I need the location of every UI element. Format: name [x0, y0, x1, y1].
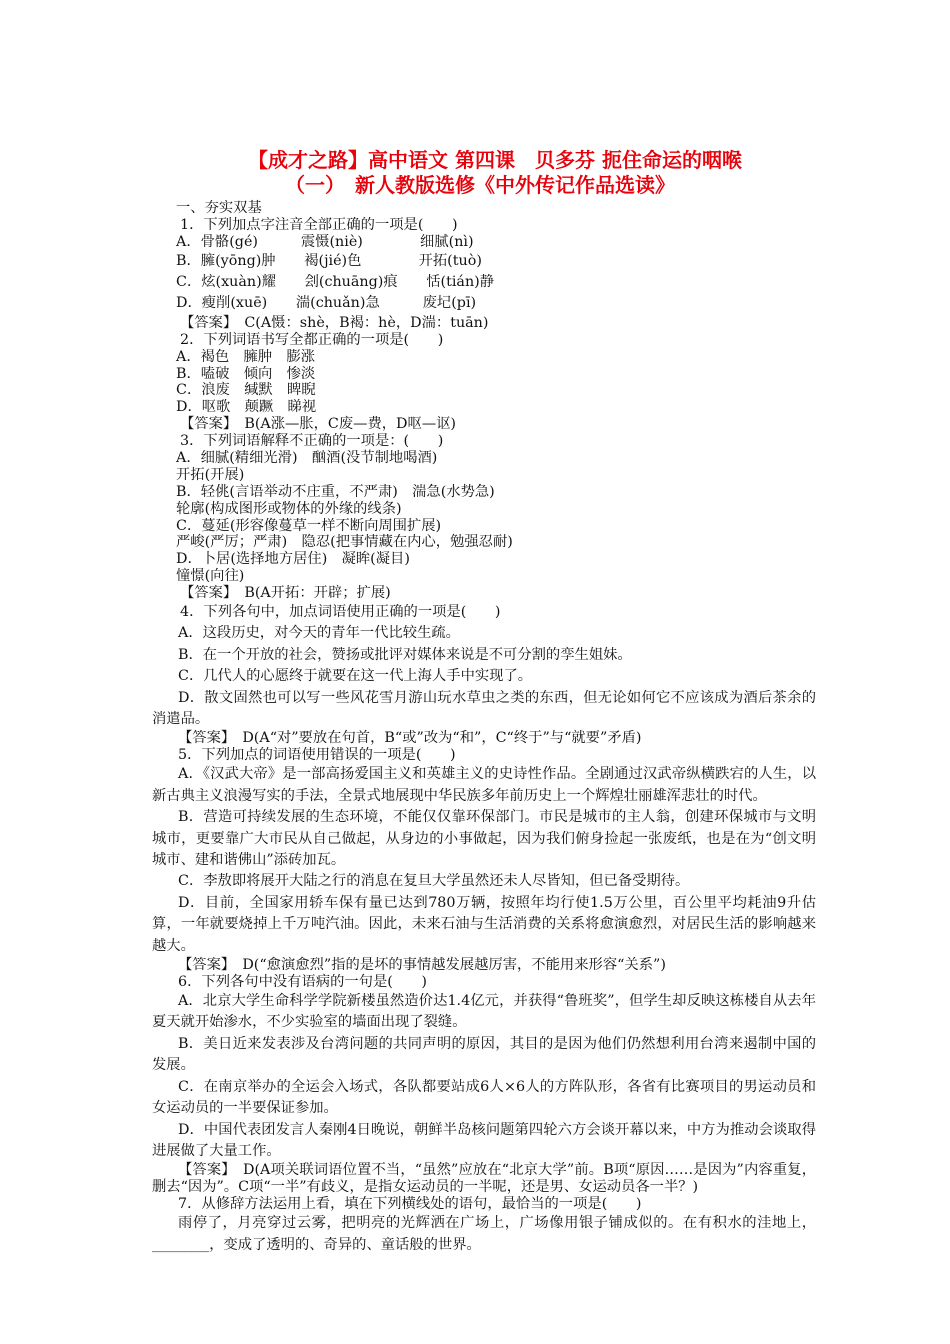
- text-line: A．骨骼(gé) 震慑(niè) 细腻(nì): [176, 233, 474, 250]
- text-line: A．褐色 臃肿 膨涨: [176, 348, 315, 365]
- text-paragraph: 雨停了，月亮穿过云雾，把明亮的光辉洒在广场上，广场像用银子铺成似的。在有积水的洼地上，________，变成了透明的、奇异的、童话般的世界。: [152, 1215, 816, 1253]
- text-paragraph: A．《汉武大帝》是一部高扬爱国主义和英雄主义的史诗性作品。全剧通过汉武帝纵横跌宕的人生，以新古典主义浪漫写实的手法，全景式地展现中华民族多年前历史上一个辉煌壮丽雄浑悲壮的时代。: [152, 766, 816, 804]
- text-line: C．浪废 缄默 睥睨: [176, 382, 316, 399]
- text-line: 开拓(开展): [176, 466, 245, 483]
- text-paragraph: 5．下列加点的词语使用错误的一项是( ): [178, 747, 456, 764]
- text-paragraph: 【答案】 D(A“对”要放在句首，B“或”改为“和”，C“终于”与“就要”矛盾): [178, 730, 642, 747]
- text-line: D．瘦削(xuē) 湍(chuǎn)急 废圮(pī): [176, 295, 477, 312]
- text-line: C．炫(xuàn)耀 刽(chuāng)痕 恬(tián)静: [176, 274, 495, 291]
- page-title: 【成才之路】高中语文 第四课 贝多芬 扼住命运的咽喉: [248, 148, 742, 172]
- text-paragraph: B．营造可持续发展的生态环境，不能仅仅靠环保部门。市民是城市的主人翁，创建环保城市与文明城市，更要靠广大市民从自己做起，从身边的小事做起，因为我们俯身捡起一张废纸，也是在为“创文明城市、建和谐佛山”添砖加瓦。: [152, 809, 816, 869]
- section-heading: 一、夯实双基: [176, 200, 262, 216]
- text-line: 【答案】 C(A慑：shè，B褐：hè，D湍：tuān): [180, 314, 489, 331]
- text-paragraph: 【答案】 D(“愈演愈烈”指的是坏的事情越发展越厉害，不能用来形容“关系”): [178, 957, 666, 974]
- question-paragraphs: [152, 623, 816, 1256]
- question-lines: [176, 217, 816, 623]
- page-subtitle: （一） 新人教版选修《中外传记作品选读》: [285, 173, 675, 197]
- text-paragraph: B．美日近来发表涉及台湾问题的共同声明的原因，其目的是因为他们仍然想利用台湾来遏制中国的发展。: [152, 1035, 816, 1074]
- text-line: D．呕歌 颠蹶 睇视: [176, 399, 317, 416]
- text-paragraph: 【答案】 D(A项关联词语位置不当，“虽然”应放在“北京大学”前。B项“原因……是因为”内容重复，删去“因为”。C项“一半”有歧义，是指女运动员的一半呢，还是男、女运动员各一半？): [152, 1162, 816, 1196]
- text-line: 1．下列加点字注音全部正确的一项是( ): [180, 216, 458, 233]
- text-line: 【答案】 B(A涨—胀，C废—费，D呕—讴): [180, 416, 456, 433]
- text-line: 2．下列词语书写全都正确的一项是( ): [180, 331, 444, 348]
- text-paragraph: 6．下列各句中没有语病的一句是( ): [178, 974, 427, 991]
- text-paragraph: D．中国代表团发言人秦刚4日晚说，朝鲜半岛核问题第四轮六方会谈开幕以来，中方为推动会谈取得进展做了大量工作。: [152, 1121, 816, 1159]
- text-line: 4．下列各句中，加点词语使用正确的一项是( ): [180, 603, 501, 620]
- text-line: 憧憬(向往): [176, 568, 245, 585]
- text-line: D．卜居(选择地方居住) 凝眸(凝目): [176, 551, 410, 568]
- text-line: 轮廓(构成图形或物体的外缘的线条): [176, 500, 402, 517]
- text-line: 严峻(严厉；严肃) 隐忍(把事情藏在内心，勉强忍耐): [176, 534, 513, 551]
- text-paragraph: C．在南京举办的全运会入场式，各队都要站成6人×6人的方阵队形，各省有比赛项目的男运动员和女运动员的一半要保证参加。: [152, 1078, 816, 1117]
- text-line: C．蔓延(形容像蔓草一样不断向周围扩展): [176, 517, 442, 534]
- text-paragraph: A．这段历史，对今天的青年一代比较生疏。: [178, 625, 460, 642]
- text-line: A．细腻(精细光滑) 酗酒(没节制地喝酒): [176, 449, 438, 466]
- text-line: 3．下列词语解释不正确的一项是：( ): [180, 433, 444, 450]
- text-paragraph: C．几代人的心愿终于就要在这一代上海人手中实现了。: [178, 668, 533, 685]
- document-body: [152, 200, 816, 1256]
- text-line: 【答案】 B(A开拓：开辟；扩展): [180, 585, 391, 602]
- text-paragraph: B．在一个开放的社会，赞扬或批评对媒体来说是不可分割的孪生姐妹。: [178, 646, 632, 663]
- text-paragraph: C．李敖即将展开大陆之行的消息在复旦大学虽然还未人尽皆知，但已备受期待。: [178, 873, 690, 890]
- text-paragraph: D．目前，全国家用轿车保有量已达到780万辆，按照年均行使1.5万公里，百公里平均耗油9升估算，一年就要烧掉上千万吨汽油。因此，未来石油与生活消费的关系将愈演愈烈，对居民生活的影响越来越大。: [152, 894, 816, 954]
- text-line: B．嗑破 倾向 惨淡: [176, 365, 316, 382]
- text-paragraph: 7．从修辞方法运用上看，填在下列横线处的语句，最恰当的一项是( ): [178, 1196, 642, 1213]
- text-line: B．臃(yōng)肿 褐(jié)色 开拓(tuò): [176, 252, 482, 269]
- text-paragraph: D．散文固然也可以写一些风花雪月游山玩水草虫之类的东西，但无论如何它不应该成为酒后茶余的消遣品。: [152, 689, 816, 727]
- text-line: B．轻佻(言语举动不庄重，不严肃) 湍急(水势急): [176, 483, 495, 500]
- text-paragraph: A．北京大学生命科学学院新楼虽然造价达1.4亿元，并获得“鲁班奖”，但学生却反映这栋楼自从去年夏天就开始渗水，不少实验室的墙面出现了裂缝。: [152, 993, 816, 1031]
